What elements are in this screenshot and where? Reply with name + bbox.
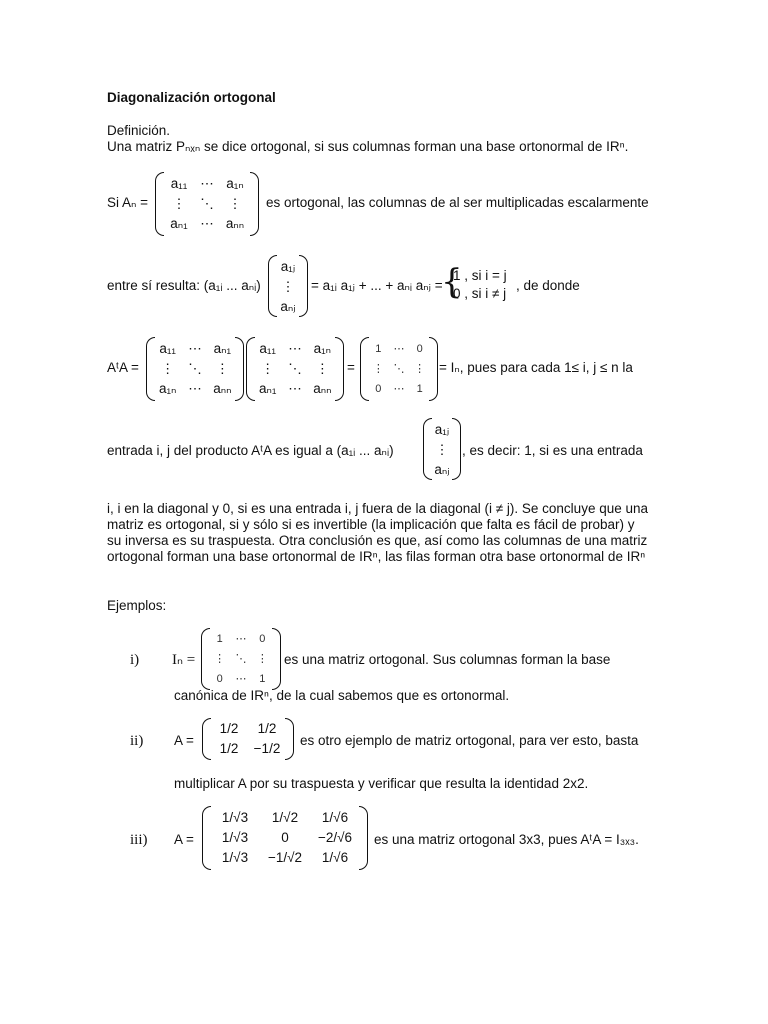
matrix-cell: ⋮ <box>214 653 226 665</box>
matrix-cell: ⋯ <box>200 216 214 231</box>
matrix-cell: 0 <box>259 633 266 645</box>
column-aj <box>268 255 308 317</box>
matrix-cell: a₁ⱼ <box>434 422 450 437</box>
matrix-cell: ⋱ <box>288 361 302 376</box>
matrix-cell: aₙ₁ <box>213 341 232 356</box>
matrix-cell: 1 <box>375 343 382 355</box>
example-1-text2: canónica de IRⁿ, de la cual sabemos que es ortonormal. <box>174 688 510 703</box>
column-aj-grid <box>274 257 302 317</box>
example-2-text2: multiplicar A por su traspuesta y verificar que resulta la identidad 2x2. <box>174 776 589 791</box>
matrix-cell: ⋯ <box>188 341 202 356</box>
matrix-cell: 1 <box>216 633 223 645</box>
matrix-cell: a₁₁ <box>159 341 176 356</box>
examples-heading: Ejemplos: <box>107 598 167 613</box>
matrix-a <box>155 172 259 236</box>
matrix-cell: a₁₁ <box>259 341 276 356</box>
matrix-cell: aₙⱼ <box>280 299 296 314</box>
entre-lead: entre sí resulta: (a₁ᵢ ... aₙᵢ) <box>107 278 261 293</box>
matrix-cell: a₁₁ <box>170 176 188 191</box>
example-2-text: es otro ejemplo de matriz ortogonal, para ver esto, basta <box>300 733 639 748</box>
example-2-lead: A = <box>174 733 194 748</box>
identity-matrix <box>360 337 438 401</box>
matrix-cell: −1/2 <box>253 741 281 756</box>
example-3-matrix <box>202 806 368 870</box>
matrix-cell: 1/√3 <box>221 810 249 825</box>
example-3-lead: A = <box>174 832 194 847</box>
matrix-cell: ⋮ <box>372 363 384 375</box>
matrix-cell: a₁ₙ <box>313 341 332 356</box>
matrix-cell: ⋱ <box>188 361 202 376</box>
example-2-matrix-grid <box>210 719 286 759</box>
conclusion-paragraph: i, i en la diagonal y 0, si es una entrada i, j fuera de la diagonal (i ≠ j). Se concluye que una matriz es ortogonal, si y sólo si es invertible (la implicación que falta es fácil de probar) y su inversa es su traspuesta. Otra conclusión es que, así como las columnas de una matriz ortogonal forman una base ortonormal de IRⁿ, las filas forman otra base ortonormal de IRⁿ <box>107 501 648 564</box>
definition-label: Definición. <box>107 123 171 138</box>
product-tail: = Iₙ, pues para cada 1≤ i, j ≤ n la <box>439 360 633 375</box>
matrix-a2 <box>246 337 344 401</box>
matrix-a-grid <box>165 174 249 234</box>
example-1-text: es una matriz ortogonal. Sus columnas forman la base <box>284 652 611 667</box>
case-equal: 1 , si i = j <box>453 268 507 283</box>
example-3-text: es una matriz ortogonal 3x3, pues AᵗA = I₃ₓ₃. <box>374 832 639 847</box>
matrix-cell: 0 <box>416 343 423 355</box>
matrix-cell: ⋮ <box>260 361 275 376</box>
matrix-cell: a₁ₙ <box>226 176 244 191</box>
matrix-cell: ⋯ <box>288 341 302 356</box>
identity-matrix-grid <box>368 339 430 399</box>
matrix-cell: ⋮ <box>172 196 186 211</box>
matrix-cell: ⋮ <box>215 361 230 376</box>
matrix-at-grid <box>154 339 236 399</box>
example-2-matrix <box>202 718 294 760</box>
matrix-cell: 1/2 <box>219 741 239 756</box>
entrada-lead: entrada i, j del producto AᵗA es igual a (a₁ᵢ ... aₙᵢ) <box>107 443 394 458</box>
matrix-cell: ⋯ <box>235 673 247 685</box>
matrix-cell: aₙ₁ <box>170 216 188 231</box>
matrix-cell: 1/√6 <box>321 850 349 865</box>
matrix-cell: aₙₙ <box>313 381 332 396</box>
matrix-cell: 0 <box>216 673 223 685</box>
matrix-cell: ⋯ <box>188 381 202 396</box>
product-lead: AᵗA = <box>107 360 139 375</box>
product-equals: = <box>347 360 355 375</box>
matrix-cell: ⋮ <box>315 361 330 376</box>
entre-tail: , de donde <box>516 278 580 293</box>
matrix-at <box>146 337 244 401</box>
matrix-cell: 1/2 <box>257 721 277 736</box>
matrix-cell: ⋮ <box>160 361 175 376</box>
example-1-lead: Iₙ = <box>172 652 196 668</box>
case-not-equal: 0 , si i ≠ j <box>453 286 507 301</box>
matrix-cell: aₙⱼ <box>434 462 450 477</box>
matrix-cell: a₁ⱼ <box>280 259 296 274</box>
matrix-cell: ⋮ <box>414 363 426 375</box>
definition-text: Una matriz Pₙₓₙ se dice ortogonal, si sus columnas forman una base ortonormal de IRⁿ. <box>107 139 629 154</box>
example-3-number: iii) <box>130 832 148 848</box>
matrix-cell: 1/√2 <box>271 810 299 825</box>
matrix-cell: ⋱ <box>393 363 405 375</box>
matrix-cell: −1/√2 <box>267 850 303 865</box>
example-1-matrix-grid <box>209 629 273 689</box>
matrix-cell: 1 <box>259 673 266 685</box>
matrix-cell: ⋯ <box>235 633 247 645</box>
matrix-cell: 1/√3 <box>221 830 249 845</box>
si-text: es ortogonal, las columnas de al ser multiplicadas escalarmente <box>266 195 649 210</box>
matrix-cell: ⋯ <box>288 381 302 396</box>
matrix-cell: 1/√3 <box>221 850 249 865</box>
matrix-cell: 1/√6 <box>321 810 349 825</box>
matrix-cell: ⋯ <box>393 383 405 395</box>
matrix-cell: aₙₙ <box>225 216 245 231</box>
matrix-cell: 1/2 <box>219 721 239 736</box>
matrix-cell: −2/√6 <box>317 830 353 845</box>
si-lead: Si Aₙ = <box>107 195 149 210</box>
matrix-cell: 1 <box>416 383 423 395</box>
entrada-tail: , es decir: 1, si es una entrada <box>462 443 643 458</box>
matrix-cell: ⋱ <box>200 196 214 211</box>
matrix-cell: aₙ₁ <box>258 381 277 396</box>
example-1-matrix <box>201 628 281 690</box>
matrix-cell: ⋯ <box>393 343 405 355</box>
example-3-matrix-grid <box>210 808 360 868</box>
example-1-number: i) <box>130 652 140 668</box>
matrix-a2-grid <box>254 339 336 399</box>
matrix-cell: ⋮ <box>256 653 268 665</box>
page-title: Diagonalización ortogonal <box>107 90 276 105</box>
entre-sum: = a₁ᵢ a₁ⱼ + ... + aₙᵢ aₙⱼ = <box>311 278 443 293</box>
matrix-cell: ⋮ <box>435 442 449 457</box>
matrix-cell: ⋱ <box>235 653 247 665</box>
matrix-cell: ⋮ <box>228 196 242 211</box>
cases-brace: { <box>441 262 463 302</box>
matrix-cell: aₙₙ <box>213 381 232 396</box>
matrix-cell: 0 <box>281 830 289 845</box>
column-aj-2-grid <box>429 420 455 480</box>
matrix-cell: ⋮ <box>281 279 295 294</box>
matrix-cell: a₁ₙ <box>158 381 177 396</box>
column-aj-2 <box>423 418 461 480</box>
matrix-cell: 0 <box>375 383 382 395</box>
matrix-cell: ⋯ <box>200 176 214 191</box>
example-2-number: ii) <box>130 733 144 749</box>
